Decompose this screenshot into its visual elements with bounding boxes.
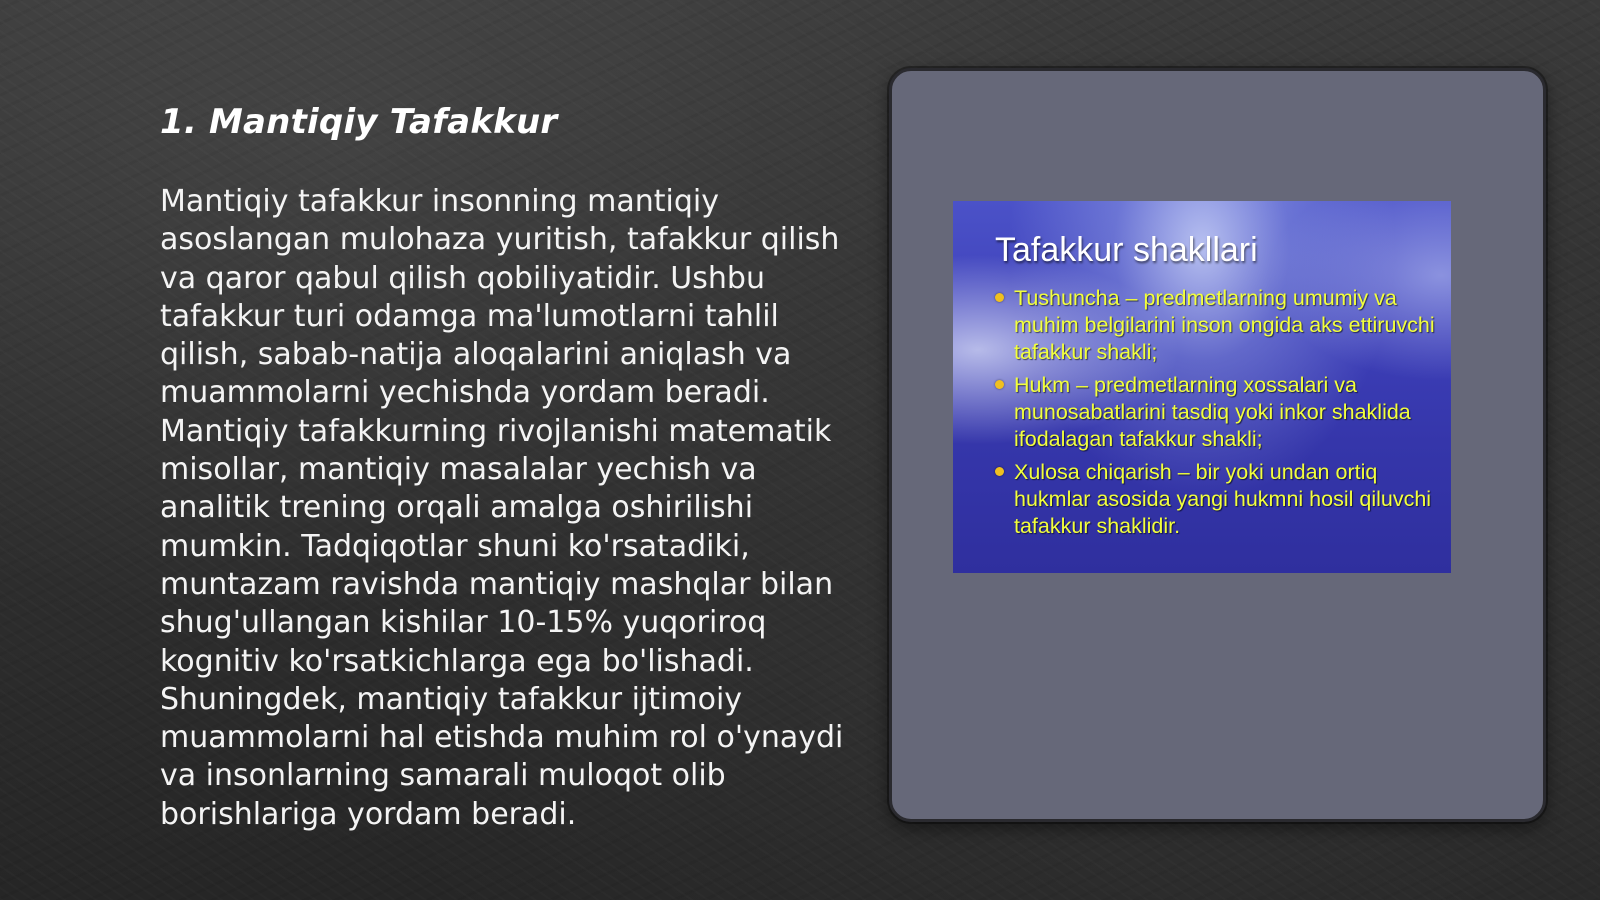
list-item-text: Tushuncha – predmetlarning umumiy va muhim belgilarini inson ongida aks ettiruvchi tafakkur shakli; <box>1014 286 1435 364</box>
bullet-icon <box>995 293 1004 302</box>
slide-title: 1. Mantiqiy Tafakkur <box>160 102 558 142</box>
list-item-text: Xulosa chiqarish – bir yoki undan ortiq hukmlar asosida yangi hukmni hosil qiluvchi tafakkur shaklidir. <box>1014 460 1432 538</box>
bullet-icon <box>995 467 1004 476</box>
embedded-slide-list <box>995 285 1435 546</box>
list-item-text: Hukm – predmetlarning xossalari va munosabatlarini tasdiq yoki inkor shaklida ifodalagan tafakkur shakli; <box>1014 373 1411 451</box>
bullet-icon <box>995 380 1004 389</box>
list-item <box>995 285 1435 366</box>
list-item <box>995 459 1435 540</box>
list-item <box>995 372 1435 453</box>
slide-body-text: Mantiqiy tafakkur insonning mantiqiy asoslangan mulohaza yuritish, tafakkur qilish va qaror qabul qilish qobiliyatidir. Ushbu tafakkur turi odamga ma'lumotlarni tahlil qilish, sabab-natija aloqalarini aniqlash va muammolarni yechishda yordam beradi. Mantiqiy tafakkurning rivojlanishi matematik misollar, mantiqiy masalalar yechish va analitik trening orqali amalga oshirilishi mumkin. Tadqiqotlar shuni ko'rsatadiki, muntazam ravishda mantiqiy mashqlar bilan shug'ullangan kishilar 10-15% yuqoriroq kognitiv ko'rsatkichlarga ega bo'lishadi. Shuningdek, mantiqiy tafakkur ijtimoiy muammolarni hal etishda muhim rol o'ynaydi va insonlarning samarali muloqot olib borishlariga yordam beradi. <box>160 184 844 832</box>
embedded-slide-title: Tafakkur shakllari <box>995 231 1258 269</box>
image-frame <box>889 68 1546 822</box>
embedded-slide-image <box>953 201 1451 573</box>
